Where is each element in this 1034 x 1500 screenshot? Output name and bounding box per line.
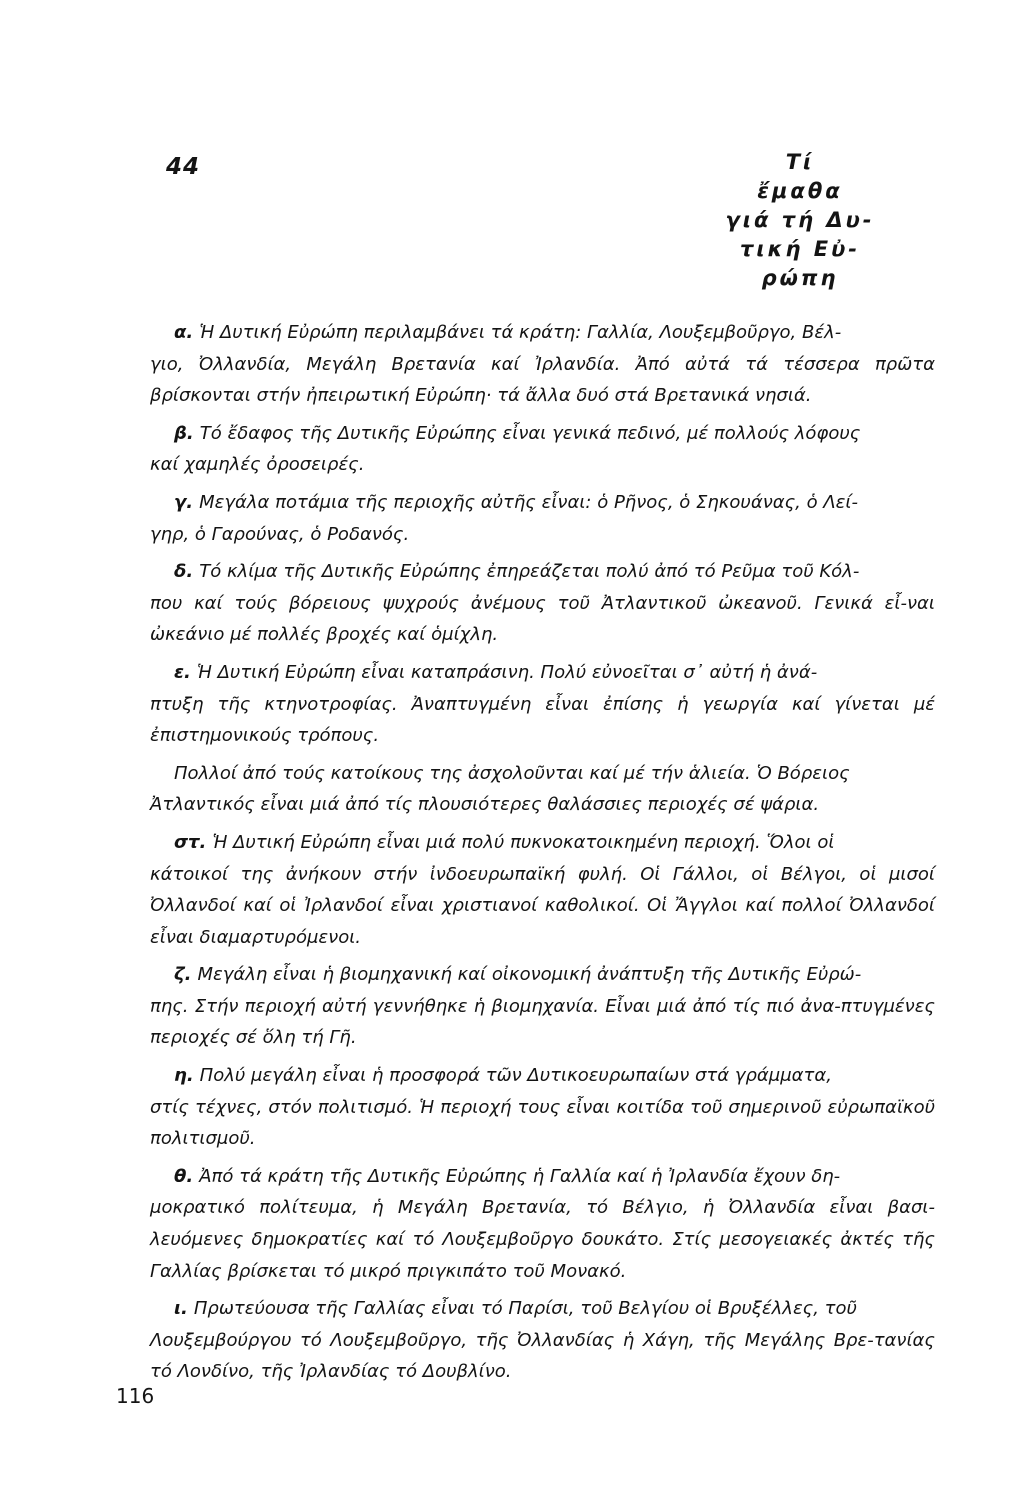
paragraph-text: πης. Στήν περιοχή αὐτή γεννήθηκε ἡ βιομηχανία. Εἶναι μιά ἀπό τίς πιό ἀνα-πτυγμένες περιοχές σέ ὅλη τή Γῆ. (150, 995, 935, 1049)
section-heading (690, 148, 910, 293)
paragraph-first-line (150, 418, 935, 450)
heading-line: τική Εὐ- (739, 237, 860, 261)
summary-paragraph (150, 758, 935, 821)
paragraph-text: Ἡ Δυτική Εὐρώπη εἶναι μιά πολύ πυκνοκατοικημένη περιοχή. Ὅλοι οἱ (212, 831, 835, 853)
paragraph-first-line (150, 758, 935, 790)
paragraph-text: Τό ἔδαφος τῆς Δυτικῆς Εὐρώπης εἶναι γενικά πεδινό, μέ πολλούς λόφους (199, 422, 861, 444)
paragraph-text: Ἡ Δυτική Εὐρώπη περιλαμβάνει τά κράτη: Γαλλία, Λουξεμβοῦργο, Βέλ- (199, 322, 842, 343)
summary-paragraph (150, 418, 935, 481)
heading-line: ρώπη (761, 266, 839, 290)
paragraph-marker: γ. (174, 491, 194, 513)
paragraph-first-line (150, 317, 935, 349)
summary-body (150, 317, 935, 1394)
paragraph-text: καί χαμηλές ὀροσειρές. (150, 454, 365, 476)
paragraph-marker: θ. (174, 1165, 194, 1187)
paragraph-marker: στ. (174, 831, 207, 853)
summary-paragraph (150, 657, 935, 752)
paragraph-text: πτυξη τῆς κτηνοτροφίας. Ἀναπτυγμένη εἶναι ἐπίσης ἡ γεωργία καί γίνεται μέ ἐπιστημονικούς τρόπους. (150, 693, 935, 747)
heading-line: γιά τή Δυ- (725, 208, 875, 232)
paragraph-marker: ε. (174, 661, 191, 683)
paragraph-first-line (150, 1161, 935, 1193)
paragraph-first-line (150, 556, 935, 588)
paragraph-text: μοκρατικό πολίτευμα, ἡ Μεγάλη Βρετανία, τό Βέλγιο, ἡ Ὀλλανδία εἶναι βασι-λευόμενες δημοκρατίες καί τό Λουξεμβοῦργο δουκάτο. Στίς μεσογειακές ἀκτές τῆς Γαλλίας βρίσκεται τό μικρό πριγκιπάτο τοῦ Μονακό. (150, 1197, 935, 1282)
paragraph-text: Πολλοί ἀπό τούς κατοίκους της ἀσχολοῦνται καί μέ τήν ἁλιεία. Ὁ Βόρειος (174, 762, 850, 784)
paragraph-text: στίς τέχνες, στόν πολιτισμό. Ἡ περιοχή τους εἶναι κοιτίδα τοῦ σημερινοῦ εὐρωπαϊκοῦ πολιτισμοῦ. (150, 1096, 935, 1150)
paragraph-first-line (150, 1293, 935, 1325)
paragraph-text: Πρωτεύουσα τῆς Γαλλίας εἶναι τό Παρίσι, τοῦ Βελγίου οἱ Βρυξέλλες, τοῦ (193, 1298, 857, 1320)
paragraph-first-line (150, 657, 935, 689)
paragraph-text: Ἀτλαντικός εἶναι μιά ἀπό τίς πλουσιότερες θαλάσσιες περιοχές σέ ψάρια. (150, 794, 820, 816)
summary-paragraph (150, 1060, 935, 1155)
paragraph-text: που καί τούς βόρειους ψυχρούς ἀνέμους τοῦ Ἀτλαντικοῦ ὠκεανοῦ. Γενικά εἶ-ναι ὠκεάνιο μέ πολλές βροχές καί ὁμίχλη. (150, 592, 935, 646)
paragraph-marker: ζ. (174, 964, 192, 986)
paragraph-marker: α. (174, 322, 194, 343)
paragraph-marker: ι. (174, 1298, 188, 1320)
paragraph-marker: η. (174, 1065, 194, 1087)
paragraph-first-line (150, 959, 935, 991)
paragraph-first-line (150, 1060, 935, 1092)
summary-paragraph (150, 827, 935, 953)
paragraph-marker: β. (174, 422, 194, 444)
summary-paragraph (150, 487, 935, 550)
paragraph-text: Μεγάλα ποτάμια τῆς περιοχῆς αὐτῆς εἶναι: ὁ Ρῆνος, ὁ Σηκουάνας, ὁ Λεί- (199, 491, 858, 513)
summary-paragraph (150, 1161, 935, 1287)
summary-paragraph (150, 317, 935, 412)
paragraph-text: Λουξεμβούργου τό Λουξεμβοῦργο, τῆς Ὀλλανδίας ἡ Χάγη, τῆς Μεγάλης Βρε-τανίας τό Λονδίνο, τῆς Ἰρλανδίας τό Δουβλίνο. (150, 1329, 935, 1383)
heading-line: ἔμαθα (757, 179, 843, 203)
summary-paragraph (150, 1293, 935, 1388)
paragraph-text: γηρ, ὁ Γαρούνας, ὁ Ροδανός. (150, 523, 410, 545)
paragraph-marker: δ. (174, 561, 194, 583)
lesson-number: 44 (166, 154, 201, 180)
summary-paragraph (150, 959, 935, 1054)
page-number: 116 (116, 1384, 155, 1408)
summary-paragraph (150, 556, 935, 651)
paragraph-text: κάτοικοί της ἀνήκουν στήν ἰνδοευρωπαϊκή φυλή. Οἱ Γάλλοι, οἱ Βέλγοι, οἱ μισοί Ὀλλανδοί καί οἱ Ἰρλανδοί εἶναι χριστιανοί καθολικοί. Οἱ Ἄγγλοι καί πολλοί Ὀλλανδοί εἶναι διαμαρτυρόμενοι. (150, 863, 935, 948)
paragraph-first-line (150, 487, 935, 519)
paragraph-text: γιο, Ὀλλανδία, Μεγάλη Βρετανία καί Ἰρλανδία. Ἀπό αὐτά τά τέσσερα πρῶτα βρίσκονται στήν ἠπειρωτική Εὐρώπη· τά ἄλλα δυό στά Βρετανικά νησιά. (150, 353, 935, 407)
paragraph-text: Πολύ μεγάλη εἶναι ἡ προσφορά τῶν Δυτικοευρωπαίων στά γράμματα, (199, 1065, 832, 1087)
paragraph-first-line (150, 827, 935, 859)
paragraph-text: Ἡ Δυτική Εὐρώπη εἶναι καταπράσινη. Πολύ εὐνοεῖται σ᾽ αὐτή ἡ ἀνά- (196, 661, 818, 683)
heading-line: Τί (785, 150, 815, 174)
paragraph-text: Ἀπό τά κράτη τῆς Δυτικῆς Εὐρώπης ἡ Γαλλία καί ἡ Ἰρλανδία ἔχουν δη- (199, 1165, 841, 1187)
paragraph-text: Τό κλίμα τῆς Δυτικῆς Εὐρώπης ἐπηρεάζεται πολύ ἀπό τό Ρεῦμα τοῦ Κόλ- (199, 561, 860, 583)
paragraph-text: Μεγάλη εἶναι ἡ βιομηχανική καί οἰκονομική ἀνάπτυξη τῆς Δυτικῆς Εὐρώ- (197, 964, 862, 986)
